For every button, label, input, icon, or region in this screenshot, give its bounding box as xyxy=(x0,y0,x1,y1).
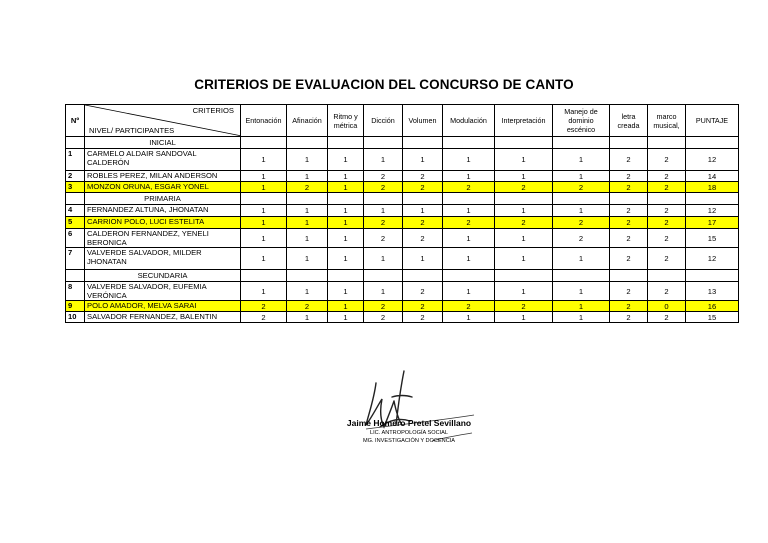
empty-cell xyxy=(443,270,495,282)
section-label: PRIMARIA xyxy=(85,193,241,205)
row-number: 8 xyxy=(66,282,85,301)
evaluation-table xyxy=(65,104,739,323)
table-header-row xyxy=(66,105,739,137)
score-cell: 1 xyxy=(495,282,553,301)
empty-cell xyxy=(241,270,287,282)
signature-name: Jaime Homero Pretel Sevillano xyxy=(346,418,472,428)
header-col: Ritmo y métrica xyxy=(328,105,364,137)
score-cell: 1 xyxy=(553,312,610,323)
score-cell: 2 xyxy=(364,312,403,323)
participant-name: VALVERDE SALVADOR, MILDER JHONATAN xyxy=(85,248,241,270)
row-number: 6 xyxy=(66,229,85,248)
score-cell: 1 xyxy=(328,205,364,217)
table-row xyxy=(66,282,739,301)
score-cell: 1 xyxy=(553,301,610,312)
score-cell: 2 xyxy=(648,312,686,323)
empty-cell xyxy=(328,137,364,149)
total-score-cell: 14 xyxy=(686,171,739,182)
section-row xyxy=(66,270,739,282)
score-cell: 2 xyxy=(443,301,495,312)
score-cell: 1 xyxy=(241,282,287,301)
score-cell: 2 xyxy=(364,217,403,229)
score-cell: 2 xyxy=(553,182,610,193)
participant-name: CALDERON FERNANDEZ, YENELI BERONICA xyxy=(85,229,241,248)
score-cell: 2 xyxy=(364,301,403,312)
header-num: Nº xyxy=(66,105,85,137)
empty-cell xyxy=(495,137,553,149)
score-cell: 1 xyxy=(241,205,287,217)
score-cell: 1 xyxy=(443,312,495,323)
empty-cell xyxy=(610,193,648,205)
participant-name: CARMELO ALDAIR SANDOVAL CALDERÓN xyxy=(85,149,241,171)
empty-cell xyxy=(443,193,495,205)
score-cell: 1 xyxy=(364,248,403,270)
score-cell: 1 xyxy=(287,248,328,270)
empty-cell xyxy=(648,193,686,205)
total-score-cell: 12 xyxy=(686,248,739,270)
row-number: 7 xyxy=(66,248,85,270)
score-cell: 2 xyxy=(610,229,648,248)
empty-cell xyxy=(403,270,443,282)
empty-cell xyxy=(686,270,739,282)
score-cell: 2 xyxy=(364,229,403,248)
score-cell: 1 xyxy=(328,248,364,270)
total-score-cell: 13 xyxy=(686,282,739,301)
empty-cell xyxy=(403,193,443,205)
score-cell: 1 xyxy=(364,205,403,217)
total-score-cell: 18 xyxy=(686,182,739,193)
participant-name: CARRION POLO, LUCI ESTELITA xyxy=(85,217,241,229)
score-cell: 2 xyxy=(287,182,328,193)
empty-cell xyxy=(686,137,739,149)
score-cell: 2 xyxy=(553,217,610,229)
score-cell: 2 xyxy=(403,301,443,312)
score-cell: 2 xyxy=(403,182,443,193)
score-cell: 2 xyxy=(443,217,495,229)
empty-cell xyxy=(287,270,328,282)
score-cell: 1 xyxy=(241,149,287,171)
score-cell: 2 xyxy=(403,217,443,229)
score-cell: 1 xyxy=(241,248,287,270)
empty-cell xyxy=(364,193,403,205)
score-cell: 1 xyxy=(287,217,328,229)
score-cell: 2 xyxy=(648,182,686,193)
score-cell: 2 xyxy=(287,301,328,312)
table-row xyxy=(66,312,739,323)
section-num-cell xyxy=(66,193,85,205)
total-score-cell: 15 xyxy=(686,229,739,248)
signature-title-1: LIC. ANTROPOLOGÍA SOCIAL xyxy=(369,430,449,436)
score-cell: 1 xyxy=(364,149,403,171)
score-cell: 2 xyxy=(610,217,648,229)
score-cell: 1 xyxy=(287,205,328,217)
header-col: Afinación xyxy=(287,105,328,137)
score-cell: 1 xyxy=(443,171,495,182)
empty-cell xyxy=(495,193,553,205)
empty-cell xyxy=(648,270,686,282)
score-cell: 2 xyxy=(364,171,403,182)
score-cell: 1 xyxy=(364,282,403,301)
score-cell: 2 xyxy=(648,205,686,217)
score-cell: 2 xyxy=(403,229,443,248)
row-number: 4 xyxy=(66,205,85,217)
row-number: 3 xyxy=(66,182,85,193)
score-cell: 0 xyxy=(648,301,686,312)
score-cell: 1 xyxy=(241,217,287,229)
score-cell: 1 xyxy=(495,149,553,171)
empty-cell xyxy=(553,137,610,149)
participant-name: ROBLES PEREZ, MILAN ANDERSON xyxy=(85,171,241,182)
score-cell: 2 xyxy=(364,182,403,193)
score-cell: 1 xyxy=(553,248,610,270)
score-cell: 2 xyxy=(610,182,648,193)
empty-cell xyxy=(364,137,403,149)
header-col: Volumen xyxy=(403,105,443,137)
signature-title-2: MG. INVESTIGACIÓN Y DOCENCIA xyxy=(362,438,456,444)
score-cell: 2 xyxy=(610,301,648,312)
empty-cell xyxy=(287,193,328,205)
score-cell: 2 xyxy=(610,149,648,171)
score-cell: 2 xyxy=(495,217,553,229)
score-cell: 1 xyxy=(495,229,553,248)
row-number: 1 xyxy=(66,149,85,171)
total-score-cell: 12 xyxy=(686,205,739,217)
total-score-cell: 15 xyxy=(686,312,739,323)
score-cell: 1 xyxy=(328,301,364,312)
empty-cell xyxy=(553,270,610,282)
score-cell: 2 xyxy=(241,312,287,323)
section-num-cell xyxy=(66,137,85,149)
header-col: Dicción xyxy=(364,105,403,137)
score-cell: 2 xyxy=(403,312,443,323)
empty-cell xyxy=(241,193,287,205)
participant-name: VALVERDE SALVADOR, EUFEMIA VERÓNICA xyxy=(85,282,241,301)
header-col: Entonación xyxy=(241,105,287,137)
empty-cell xyxy=(403,137,443,149)
participant-name: SALVADOR FERNANDEZ, BALENTIN xyxy=(85,312,241,323)
score-cell: 2 xyxy=(403,171,443,182)
header-col: letra creada xyxy=(610,105,648,137)
header-criterios: CRITERIOS xyxy=(192,106,234,115)
score-cell: 2 xyxy=(648,149,686,171)
score-cell: 2 xyxy=(648,171,686,182)
section-row xyxy=(66,193,739,205)
score-cell: 1 xyxy=(328,312,364,323)
score-cell: 1 xyxy=(241,182,287,193)
score-cell: 1 xyxy=(241,171,287,182)
signature-image xyxy=(336,351,486,461)
section-label: INICIAL xyxy=(85,137,241,149)
empty-cell xyxy=(686,193,739,205)
score-cell: 1 xyxy=(287,229,328,248)
empty-cell xyxy=(328,270,364,282)
score-cell: 1 xyxy=(241,229,287,248)
score-cell: 1 xyxy=(443,282,495,301)
score-cell: 1 xyxy=(328,229,364,248)
empty-cell xyxy=(241,137,287,149)
section-label: SECUNDARIA xyxy=(85,270,241,282)
score-cell: 1 xyxy=(553,149,610,171)
score-cell: 1 xyxy=(403,205,443,217)
score-cell: 1 xyxy=(553,282,610,301)
score-cell: 1 xyxy=(287,282,328,301)
score-cell: 2 xyxy=(648,217,686,229)
score-cell: 1 xyxy=(287,149,328,171)
score-cell: 1 xyxy=(553,171,610,182)
score-cell: 2 xyxy=(610,282,648,301)
total-score-cell: 12 xyxy=(686,149,739,171)
score-cell: 1 xyxy=(495,171,553,182)
score-cell: 1 xyxy=(495,205,553,217)
participant-name: MONZON ORUNA, ESGAR YONEL xyxy=(85,182,241,193)
score-cell: 1 xyxy=(328,171,364,182)
header-col: Modulación xyxy=(443,105,495,137)
score-cell: 1 xyxy=(287,171,328,182)
score-cell: 1 xyxy=(328,217,364,229)
header-col: Manejo de dominio escénico xyxy=(553,105,610,137)
header-col: PUNTAJE xyxy=(686,105,739,137)
score-cell: 2 xyxy=(648,282,686,301)
header-col: Interpretación xyxy=(495,105,553,137)
table-row xyxy=(66,217,739,229)
score-cell: 2 xyxy=(610,312,648,323)
total-score-cell: 17 xyxy=(686,217,739,229)
table-row xyxy=(66,171,739,182)
table-row xyxy=(66,182,739,193)
empty-cell xyxy=(287,137,328,149)
score-cell: 1 xyxy=(443,248,495,270)
score-cell: 2 xyxy=(610,205,648,217)
row-number: 10 xyxy=(66,312,85,323)
total-score-cell: 16 xyxy=(686,301,739,312)
header-criteria-participants xyxy=(85,105,241,137)
score-cell: 2 xyxy=(495,182,553,193)
section-row xyxy=(66,137,739,149)
score-cell: 1 xyxy=(443,205,495,217)
empty-cell xyxy=(648,137,686,149)
score-cell: 1 xyxy=(553,205,610,217)
header-col: marco musical, xyxy=(648,105,686,137)
table-row xyxy=(66,149,739,171)
score-cell: 1 xyxy=(443,149,495,171)
participant-name: POLO AMADOR, MELVA SARAI xyxy=(85,301,241,312)
table-row xyxy=(66,229,739,248)
score-cell: 1 xyxy=(328,282,364,301)
score-cell: 2 xyxy=(610,171,648,182)
score-cell: 2 xyxy=(553,229,610,248)
table-row xyxy=(66,248,739,270)
score-cell: 2 xyxy=(443,182,495,193)
score-cell: 1 xyxy=(403,149,443,171)
table-row xyxy=(66,205,739,217)
score-cell: 2 xyxy=(495,301,553,312)
score-cell: 1 xyxy=(287,312,328,323)
score-cell: 2 xyxy=(403,282,443,301)
empty-cell xyxy=(553,193,610,205)
score-cell: 2 xyxy=(648,248,686,270)
empty-cell xyxy=(610,137,648,149)
table-row xyxy=(66,301,739,312)
page-title: CRITERIOS DE EVALUACION DEL CONCURSO DE CANTO xyxy=(194,77,574,92)
score-cell: 1 xyxy=(328,182,364,193)
participant-name: FERNANDEZ ALTUNA, JHONATAN xyxy=(85,205,241,217)
empty-cell xyxy=(328,193,364,205)
row-number: 5 xyxy=(66,217,85,229)
score-cell: 2 xyxy=(648,229,686,248)
empty-cell xyxy=(610,270,648,282)
section-num-cell xyxy=(66,270,85,282)
score-cell: 1 xyxy=(328,149,364,171)
empty-cell xyxy=(443,137,495,149)
row-number: 9 xyxy=(66,301,85,312)
score-cell: 2 xyxy=(241,301,287,312)
header-participantes: NIVEL/ PARTICIPANTES xyxy=(89,126,175,135)
empty-cell xyxy=(364,270,403,282)
score-cell: 1 xyxy=(403,248,443,270)
score-cell: 1 xyxy=(495,248,553,270)
row-number: 2 xyxy=(66,171,85,182)
score-cell: 1 xyxy=(443,229,495,248)
score-cell: 2 xyxy=(610,248,648,270)
score-cell: 1 xyxy=(495,312,553,323)
empty-cell xyxy=(495,270,553,282)
